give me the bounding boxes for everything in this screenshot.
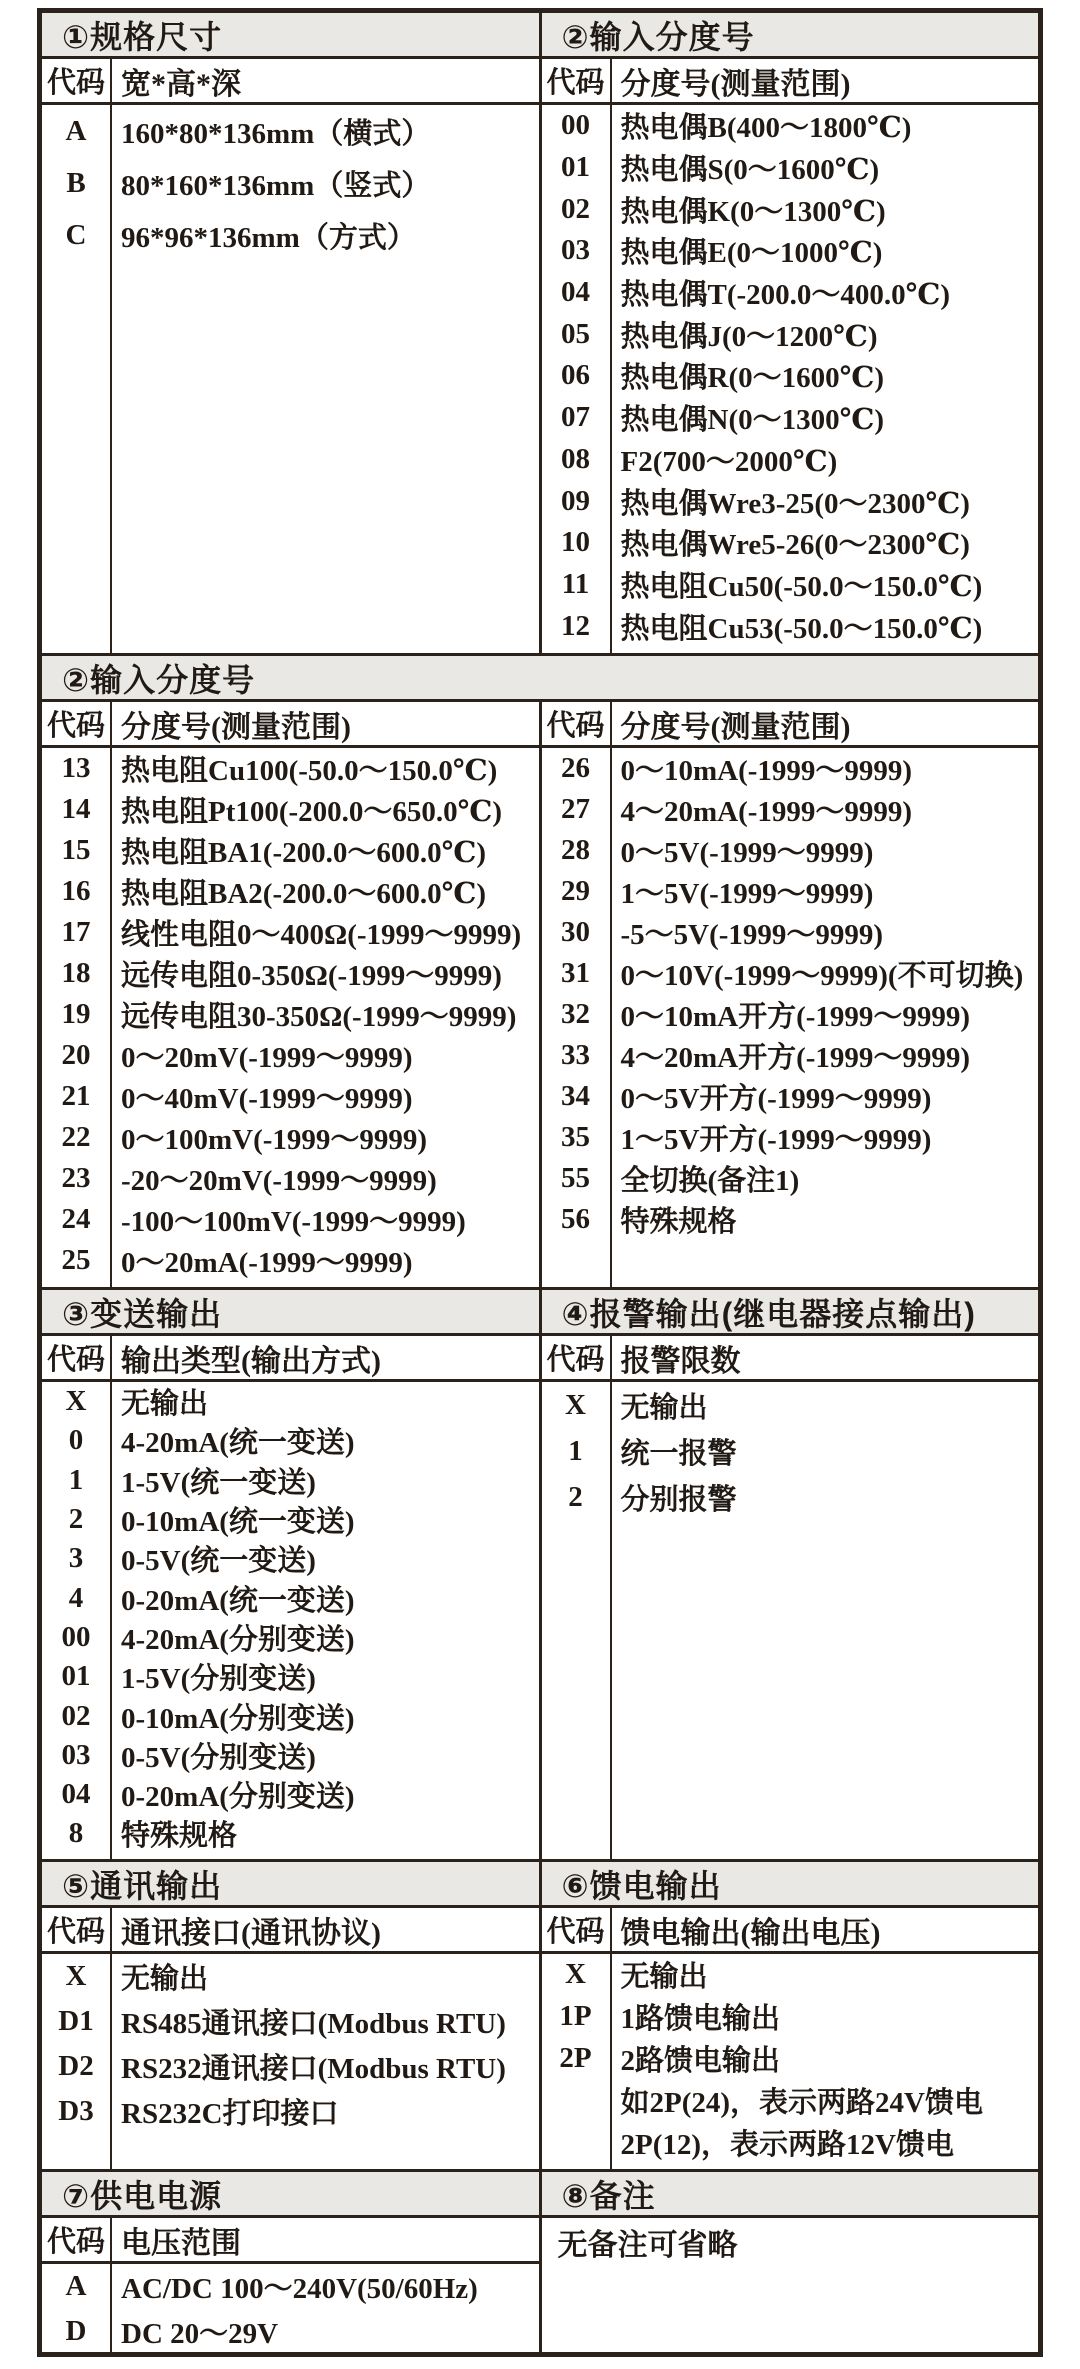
desc-column-header: 馈电输出(输出电压)	[620, 1916, 881, 1950]
section-5-communication-output	[42, 1862, 539, 2169]
row-code: B	[42, 157, 112, 209]
section-4-alarm-output	[539, 1290, 1039, 1859]
section-2b-left-column-header	[42, 702, 539, 748]
section-3-transmit-output	[42, 1290, 539, 1859]
row-code: 31	[542, 953, 612, 994]
row-label: 4～20mA开方(-1999～9999)	[620, 1042, 971, 1074]
section-7-column-header	[42, 2218, 539, 2264]
table-row	[542, 188, 1039, 230]
desc-column-header: 分度号(测量范围)	[121, 710, 351, 744]
table-row	[542, 1035, 1039, 1076]
row-code: D2	[42, 2044, 112, 2089]
row-code: X	[42, 1382, 112, 1421]
row-label: 0～40mV(-1999～9999)	[121, 1083, 413, 1115]
row-code: 55	[542, 1158, 612, 1199]
table-row	[42, 1240, 539, 1281]
row-code: 01	[542, 147, 612, 189]
section-8-title	[542, 2172, 1039, 2218]
section-3-title	[42, 1290, 539, 1336]
table-row	[42, 1076, 539, 1117]
row-label: 1-5V(统一变送)	[121, 1466, 316, 1499]
table-row	[542, 1199, 1039, 1240]
row-label: 0～5V(-1999～9999)	[620, 837, 874, 869]
row-label: 热电阻Cu53(-50.0～150.0℃)	[620, 612, 983, 645]
row-label: -5～5V(-1999～9999)	[620, 919, 884, 951]
row-code: 01	[42, 1657, 112, 1696]
section-title-text: ⑥馈电输出	[561, 1867, 722, 1904]
table-row	[542, 1117, 1039, 1158]
row-label: 4-20mA(统一变送)	[121, 1427, 355, 1460]
row-code: 4	[42, 1578, 112, 1617]
row-code: 06	[542, 355, 612, 397]
row-code: 18	[42, 953, 112, 994]
code-column-header: 代码	[42, 702, 112, 745]
row-code: 1P	[542, 1996, 612, 2038]
row-label: 0-5V(统一变送)	[121, 1545, 316, 1578]
row-label: 4-20mA(分别变送)	[121, 1623, 355, 1656]
row-code: 04	[42, 1775, 112, 1814]
row-label: 0～100mV(-1999～9999)	[121, 1124, 428, 1156]
table-row	[42, 871, 539, 912]
table-row	[42, 1500, 539, 1539]
row-code: 10	[542, 522, 612, 564]
row-label: 热电偶Wre3-25(0～2300℃)	[620, 487, 970, 520]
row-code: 56	[542, 1199, 612, 1240]
row-label: 特殊规格	[121, 1820, 238, 1853]
row-label: 线性电阻0～400Ω(-1999～9999)	[121, 919, 522, 951]
table-row	[542, 522, 1039, 564]
band-3	[42, 1287, 1038, 1859]
row-label: 无输出	[620, 1391, 708, 1424]
section-title-text: ①规格尺寸	[62, 18, 223, 55]
row-label: 热电偶S(0～1600℃)	[620, 154, 880, 187]
row-label: 全切换(备注1)	[620, 1165, 800, 1197]
row-code: 09	[542, 480, 612, 522]
section-7-power-supply	[42, 2172, 539, 2354]
section-2b-right-column-header	[542, 702, 1039, 748]
section-5-column-header	[42, 1908, 539, 1954]
row-label: 0～10V(-1999～9999)(不可切换)	[620, 960, 1024, 992]
code-column-header: 代码	[42, 2218, 112, 2261]
row-code: 27	[542, 789, 612, 830]
desc-column-header: 报警限数	[620, 1344, 741, 1378]
table-row	[42, 1657, 539, 1696]
code-column-header: 代码	[542, 702, 612, 745]
table-row	[542, 2122, 1039, 2164]
table-row	[542, 105, 1039, 147]
section-2b-left-rows	[42, 748, 539, 1281]
table-row	[542, 953, 1039, 994]
table-row	[42, 1117, 539, 1158]
table-row	[42, 1775, 539, 1814]
row-label: 热电阻Cu50(-50.0～150.0℃)	[620, 570, 983, 603]
section-title-text: ③变送输出	[62, 1295, 223, 1332]
table-row	[542, 272, 1039, 314]
row-code: 34	[542, 1076, 612, 1117]
table-row	[542, 147, 1039, 189]
row-code: C	[42, 209, 112, 261]
table-row	[42, 157, 539, 209]
row-label: 特殊规格	[620, 1206, 737, 1238]
row-code: 32	[542, 994, 612, 1035]
section-6-feed-output	[539, 1862, 1039, 2169]
row-label: 0～20mA(-1999～9999)	[121, 1247, 413, 1279]
row-label: 无输出	[121, 1963, 209, 1995]
table-row	[542, 1158, 1039, 1199]
row-code: 17	[42, 912, 112, 953]
table-row	[542, 564, 1039, 606]
row-label: 热电偶B(400～1800℃)	[620, 112, 912, 145]
row-code: 05	[542, 313, 612, 355]
row-code: 24	[42, 1199, 112, 1240]
section-1-size-spec	[42, 13, 539, 653]
row-code: 00	[42, 1618, 112, 1657]
code-column-header: 代码	[42, 59, 112, 102]
row-code: 20	[42, 1035, 112, 1076]
row-label: 80*160*136mm（竖式）	[121, 169, 431, 202]
row-code: 00	[542, 105, 612, 147]
row-code: D1	[42, 1999, 112, 2044]
row-label: 2P(12)，表示两路12V馈电	[620, 2129, 954, 2161]
table-row	[42, 912, 539, 953]
row-label: AC/DC 100～240V(50/60Hz)	[121, 2273, 478, 2305]
row-label: 0-20mA(分别变送)	[121, 1781, 355, 1814]
row-code: 30	[542, 912, 612, 953]
table-row	[42, 1578, 539, 1617]
row-label: 热电阻BA1(-200.0～600.0℃)	[121, 837, 487, 869]
table-row	[42, 1954, 539, 1999]
row-code: 23	[42, 1158, 112, 1199]
row-label: 分别报警	[620, 1483, 737, 1516]
row-label: 1～5V开方(-1999～9999)	[620, 1124, 932, 1156]
row-code: 15	[42, 830, 112, 871]
table-row	[42, 994, 539, 1035]
section-6-column-header	[542, 1908, 1039, 1954]
section-title-text: ④报警输出(继电器接点输出)	[561, 1295, 976, 1332]
row-code: 03	[542, 230, 612, 272]
row-code: 02	[542, 188, 612, 230]
table-row	[542, 1382, 1039, 1428]
table-row	[42, 1035, 539, 1076]
row-label: 0-10mA(统一变送)	[121, 1506, 355, 1539]
row-label: 96*96*136mm（方式）	[121, 221, 416, 254]
row-label: 热电阻Pt100(-200.0～650.0℃)	[121, 796, 503, 828]
table-row	[42, 1539, 539, 1578]
table-row	[542, 2080, 1039, 2122]
table-row	[542, 2038, 1039, 2080]
code-column-header: 代码	[42, 1908, 112, 1951]
row-code: 8	[42, 1814, 112, 1853]
section-2b-right-rows	[542, 748, 1039, 1240]
section-8-remarks	[539, 2172, 1039, 2354]
table-row	[542, 1428, 1039, 1474]
row-label: 热电偶T(-200.0～400.0℃)	[620, 279, 951, 312]
table-row	[542, 1076, 1039, 1117]
section-2-title	[542, 13, 1039, 59]
row-code: 04	[542, 272, 612, 314]
row-code: D	[42, 2309, 112, 2354]
table-row	[42, 1461, 539, 1500]
section-1-column-header	[42, 59, 539, 105]
code-column-header: 代码	[542, 1908, 612, 1951]
row-label: -20～20mV(-1999～9999)	[121, 1165, 437, 1197]
row-label: 2路馈电输出	[620, 2045, 781, 2078]
row-label: RS232C打印接口	[121, 2098, 339, 2130]
row-code: X	[42, 1954, 112, 1999]
table-row	[42, 789, 539, 830]
row-code: 22	[42, 1117, 112, 1158]
desc-column-header: 分度号(测量范围)	[620, 67, 851, 101]
table-row	[542, 830, 1039, 871]
row-label: 热电偶N(0～1300℃)	[620, 404, 885, 437]
section-title-text: ⑦供电电源	[62, 2177, 223, 2214]
row-code: 28	[542, 830, 612, 871]
empty-cell-area	[42, 2134, 539, 2169]
section-4-title	[542, 1290, 1039, 1336]
model-selection-table	[37, 8, 1043, 2357]
section-4-rows	[542, 1382, 1039, 1520]
desc-column-header: 宽*高*深	[121, 67, 241, 101]
row-label: 热电阻BA2(-200.0～600.0℃)	[121, 878, 487, 910]
section-2-column-header	[542, 59, 1039, 105]
row-code: 08	[542, 439, 612, 481]
row-label: 远传电阻0-350Ω(-1999～9999)	[121, 960, 502, 992]
row-label: RS232通讯接口(Modbus RTU)	[121, 2053, 506, 2085]
row-code: 2	[42, 1500, 112, 1539]
code-column-header: 代码	[542, 59, 612, 102]
table-row	[42, 2044, 539, 2089]
desc-column-header: 电压范围	[121, 2226, 241, 2260]
table-row	[542, 994, 1039, 1035]
table-row	[42, 105, 539, 157]
row-code: 25	[42, 1240, 112, 1281]
section-2b-right-column	[539, 702, 1039, 1287]
table-row	[542, 912, 1039, 953]
table-row	[542, 789, 1039, 830]
table-row	[42, 1382, 539, 1421]
row-code: 14	[42, 789, 112, 830]
row-code: A	[42, 105, 112, 157]
row-label: 热电偶Wre5-26(0～2300℃)	[620, 529, 970, 562]
table-row	[42, 1421, 539, 1460]
table-row	[42, 2264, 539, 2309]
row-code: 3	[42, 1539, 112, 1578]
row-label: 160*80*136mm（横式）	[121, 117, 431, 150]
table-row	[42, 1736, 539, 1775]
row-code: 03	[42, 1736, 112, 1775]
table-row	[42, 1999, 539, 2044]
table-row	[542, 605, 1039, 647]
row-code: X	[542, 1954, 612, 1996]
section-1-rows	[42, 105, 539, 261]
desc-column-header: 分度号(测量范围)	[620, 710, 851, 744]
table-row	[42, 1696, 539, 1735]
row-code: D3	[42, 2089, 112, 2134]
table-row	[542, 480, 1039, 522]
row-code: 19	[42, 994, 112, 1035]
row-label: 统一报警	[620, 1437, 737, 1470]
row-label: 0～10mA(-1999～9999)	[620, 755, 913, 787]
row-label: DC 20～29V	[121, 2318, 279, 2350]
section-title-text: ②输入分度号	[561, 18, 755, 55]
table-row	[42, 748, 539, 789]
desc-column-header: 通讯接口(通讯协议)	[121, 1916, 381, 1950]
table-row	[542, 1954, 1039, 1996]
code-column-header: 代码	[542, 1336, 612, 1379]
table-row	[542, 1996, 1039, 2038]
table-row	[42, 953, 539, 994]
section-title-text: ②输入分度号	[62, 661, 256, 698]
table-row	[42, 1814, 539, 1853]
row-label: 无输出	[121, 1388, 209, 1421]
row-code: 11	[542, 564, 612, 606]
row-code: 33	[542, 1035, 612, 1076]
row-label: 1路馈电输出	[620, 2003, 781, 2036]
row-label: 远传电阻30-350Ω(-1999～9999)	[121, 1001, 517, 1033]
band-1	[42, 13, 1038, 653]
table-row	[542, 397, 1039, 439]
empty-cell-area	[542, 1240, 1039, 1287]
row-code: 07	[542, 397, 612, 439]
row-code: 02	[42, 1696, 112, 1735]
row-code: A	[42, 2264, 112, 2309]
row-label: F2(700～2000℃)	[620, 445, 838, 478]
table-row	[42, 1618, 539, 1657]
row-label: 热电偶K(0～1300℃)	[620, 195, 886, 228]
section-7-rows	[42, 2264, 539, 2354]
code-column-header: 代码	[42, 1336, 112, 1379]
table-row	[542, 439, 1039, 481]
row-code	[542, 2080, 612, 2122]
row-code: 2	[542, 1474, 612, 1520]
section-title-text: ⑤通讯输出	[62, 1867, 223, 1904]
row-code: 2P	[542, 2038, 612, 2080]
row-code: 21	[42, 1076, 112, 1117]
section-5-rows	[42, 1954, 539, 2134]
section-2-rows	[542, 105, 1039, 647]
row-label: RS485通讯接口(Modbus RTU)	[121, 2008, 506, 2040]
row-label: 0-10mA(分别变送)	[121, 1702, 355, 1735]
empty-cell-area	[42, 261, 539, 653]
table-row	[542, 1474, 1039, 1520]
table-row	[42, 1158, 539, 1199]
row-label: 0～10mA开方(-1999～9999)	[620, 1001, 971, 1033]
row-code: 13	[42, 748, 112, 789]
section-3-column-header	[42, 1336, 539, 1382]
row-code: 1	[42, 1461, 112, 1500]
row-label: 无输出	[620, 1961, 708, 1994]
row-code: X	[542, 1382, 612, 1428]
table-row	[542, 313, 1039, 355]
row-label: 热电阻Cu100(-50.0～150.0℃)	[121, 755, 498, 787]
row-label: 0～20mV(-1999～9999)	[121, 1042, 413, 1074]
section-4-column-header	[542, 1336, 1039, 1382]
table-row	[42, 2089, 539, 2134]
band-4	[42, 1859, 1038, 2169]
row-code: 0	[42, 1421, 112, 1460]
row-code: 35	[542, 1117, 612, 1158]
section-title-text: ⑧备注	[561, 2177, 656, 2214]
table-row	[542, 748, 1039, 789]
row-label: 4～20mA(-1999～9999)	[620, 796, 913, 828]
table-row	[42, 830, 539, 871]
section-2b-title	[42, 656, 1038, 702]
section-5-title	[42, 1862, 539, 1908]
section-6-title	[542, 1862, 1039, 1908]
row-label: 1～5V(-1999～9999)	[620, 878, 874, 910]
table-row	[542, 230, 1039, 272]
row-label: 0-5V(分别变送)	[121, 1741, 316, 1774]
empty-cell-area	[542, 1520, 1039, 1859]
band-5	[42, 2169, 1038, 2354]
section-2-input-range-part1	[539, 13, 1039, 653]
table-row	[542, 871, 1039, 912]
row-label: -100～100mV(-1999～9999)	[121, 1206, 466, 1238]
table-row	[542, 355, 1039, 397]
row-label: 1-5V(分别变送)	[121, 1663, 316, 1696]
section-7-title	[42, 2172, 539, 2218]
row-label: 0-20mA(统一变送)	[121, 1584, 355, 1617]
row-label: 热电偶J(0～1200℃)	[620, 320, 878, 353]
desc-column-header: 输出类型(输出方式)	[121, 1344, 381, 1378]
band-2	[42, 653, 1038, 1287]
table-row	[42, 209, 539, 261]
row-code: 26	[542, 748, 612, 789]
row-code: 29	[542, 871, 612, 912]
row-label: 0～5V开方(-1999～9999)	[620, 1083, 932, 1115]
remarks-note: 无备注可省略	[557, 2229, 738, 2262]
row-label: 热电偶E(0～1000℃)	[620, 237, 883, 270]
row-code: 12	[542, 605, 612, 647]
row-code: 16	[42, 871, 112, 912]
section-2b-left-column	[42, 702, 539, 1287]
row-label: 热电偶R(0～1600℃)	[620, 362, 885, 395]
row-label: 如2P(24)，表示两路24V馈电	[620, 2087, 983, 2120]
section-1-title	[42, 13, 539, 59]
table-row	[42, 2309, 539, 2354]
section-3-rows	[42, 1382, 539, 1854]
section-6-rows	[542, 1954, 1039, 2163]
table-row	[42, 1199, 539, 1240]
row-code: 1	[542, 1428, 612, 1474]
row-code	[542, 2122, 612, 2164]
